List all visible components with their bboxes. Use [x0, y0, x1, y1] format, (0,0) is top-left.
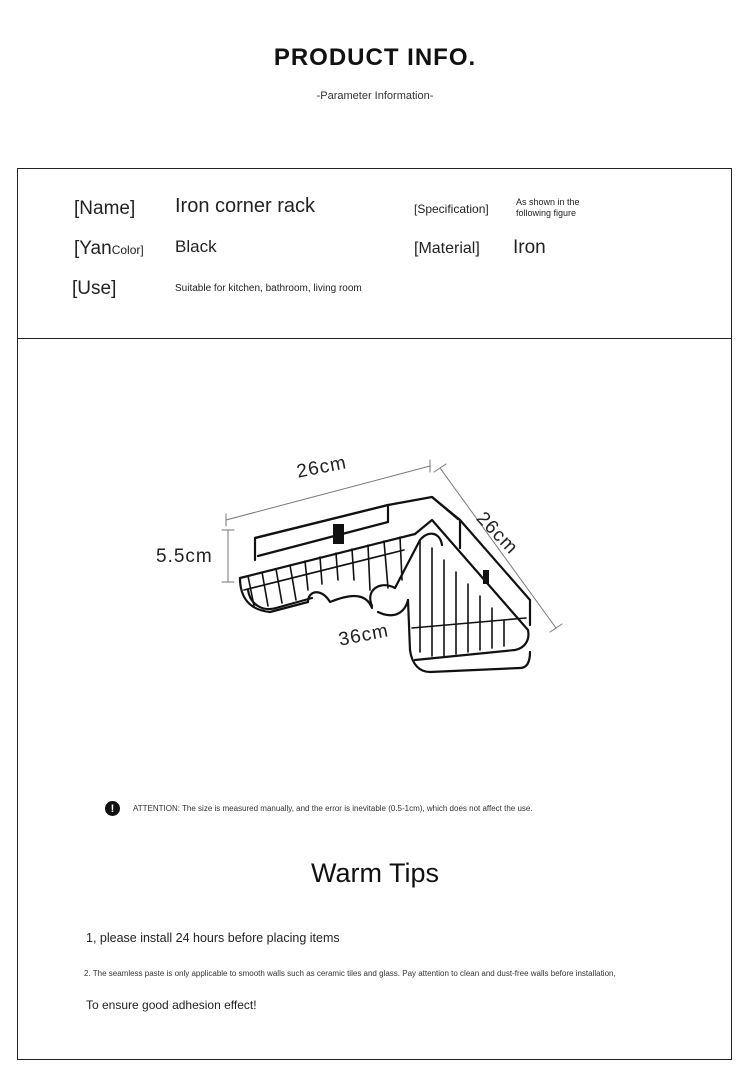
attention-text: ATTENTION: The size is measured manually, and the error is inevitable (0.5-1cm), which does not affect the use. [133, 804, 533, 813]
warm-tips-title: Warm Tips [311, 858, 439, 888]
dimension-bottom-label: 36cm [337, 620, 391, 651]
page-subtitle: -Parameter Information- [316, 90, 434, 102]
use-value: Suitable for kitchen, bathroom, living room [175, 283, 362, 294]
color-value: Black [175, 237, 217, 256]
dimension-right-label: 26cm [471, 508, 523, 559]
tip-1: 1, please install 24 hours before placing items [86, 931, 340, 945]
color-label-small: Color] [111, 243, 144, 257]
color-label [74, 238, 144, 260]
page-title: PRODUCT INFO. [273, 44, 477, 71]
name-label: [Name] [74, 198, 136, 219]
tip-2: 2. The seamless paste is only applicable to smooth walls such as ceramic tiles and glass. Pay attention to clean and dust-free walls before installation, [84, 969, 616, 978]
frame-divider [17, 338, 732, 339]
use-label: [Use] [72, 278, 117, 299]
material-value: Iron [513, 237, 546, 258]
exclamation-icon: ! [105, 801, 120, 816]
specification-value: As shown in the following figure [516, 197, 580, 218]
name-value: Iron corner rack [175, 195, 316, 217]
dimension-height-label: 5.5cm [156, 546, 213, 567]
specification-label: [Specification] [414, 202, 489, 216]
material-label: [Material] [414, 240, 480, 257]
corner-rack-drawing [140, 440, 580, 710]
tip-3: To ensure good adhesion effect! [86, 998, 257, 1012]
dimension-top-label: 26cm [295, 452, 349, 483]
attention-note [105, 801, 533, 816]
color-label-main: [Yan [74, 238, 112, 259]
